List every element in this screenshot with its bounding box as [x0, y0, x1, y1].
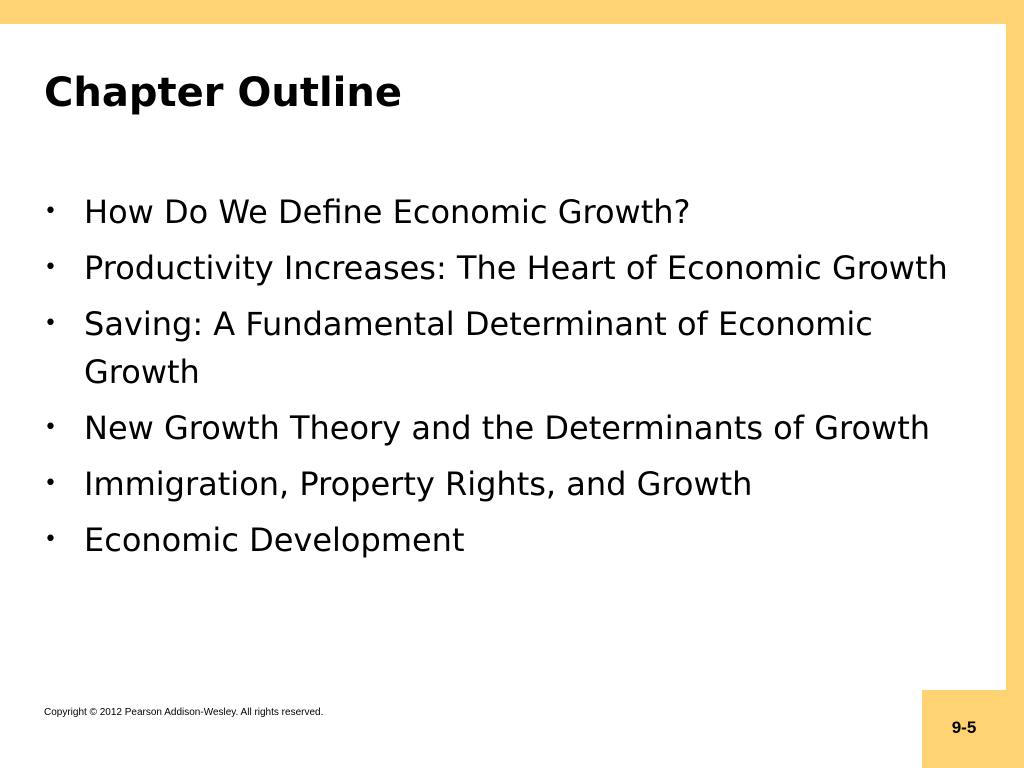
page-number-box	[922, 690, 1024, 768]
bullet-item	[44, 188, 964, 236]
bullet-item	[44, 300, 964, 396]
slide	[0, 24, 1006, 768]
bullet-text: Economic Development	[84, 521, 465, 559]
bullet-text: New Growth Theory and the Determinants of Growth	[84, 409, 931, 447]
bullet-item	[44, 404, 964, 452]
bullet-icon: •	[44, 199, 57, 224]
bullet-item	[44, 516, 964, 564]
bullet-text: Immigration, Property Rights, and Growth	[84, 465, 753, 503]
bullet-icon: •	[44, 415, 57, 440]
bullet-list	[44, 188, 964, 572]
copyright-notice: Copyright © 2012 Pearson Addison-Wesley. All rights reserved.	[44, 707, 324, 718]
bullet-icon: •	[44, 311, 57, 336]
bullet-item	[44, 460, 964, 508]
slide-title: Chapter Outline	[44, 70, 402, 116]
bullet-text: How Do We Define Economic Growth?	[84, 193, 691, 231]
page-number: 9-5	[951, 718, 977, 737]
bullet-text: Productivity Increases: The Heart of Economic Growth	[84, 249, 948, 287]
bullet-icon: •	[44, 255, 57, 280]
bullet-text: Saving: A Fundamental Determinant of Economic Growth	[84, 305, 873, 391]
bullet-item	[44, 244, 964, 292]
bullet-icon: •	[44, 527, 57, 552]
bullet-icon: •	[44, 471, 57, 496]
